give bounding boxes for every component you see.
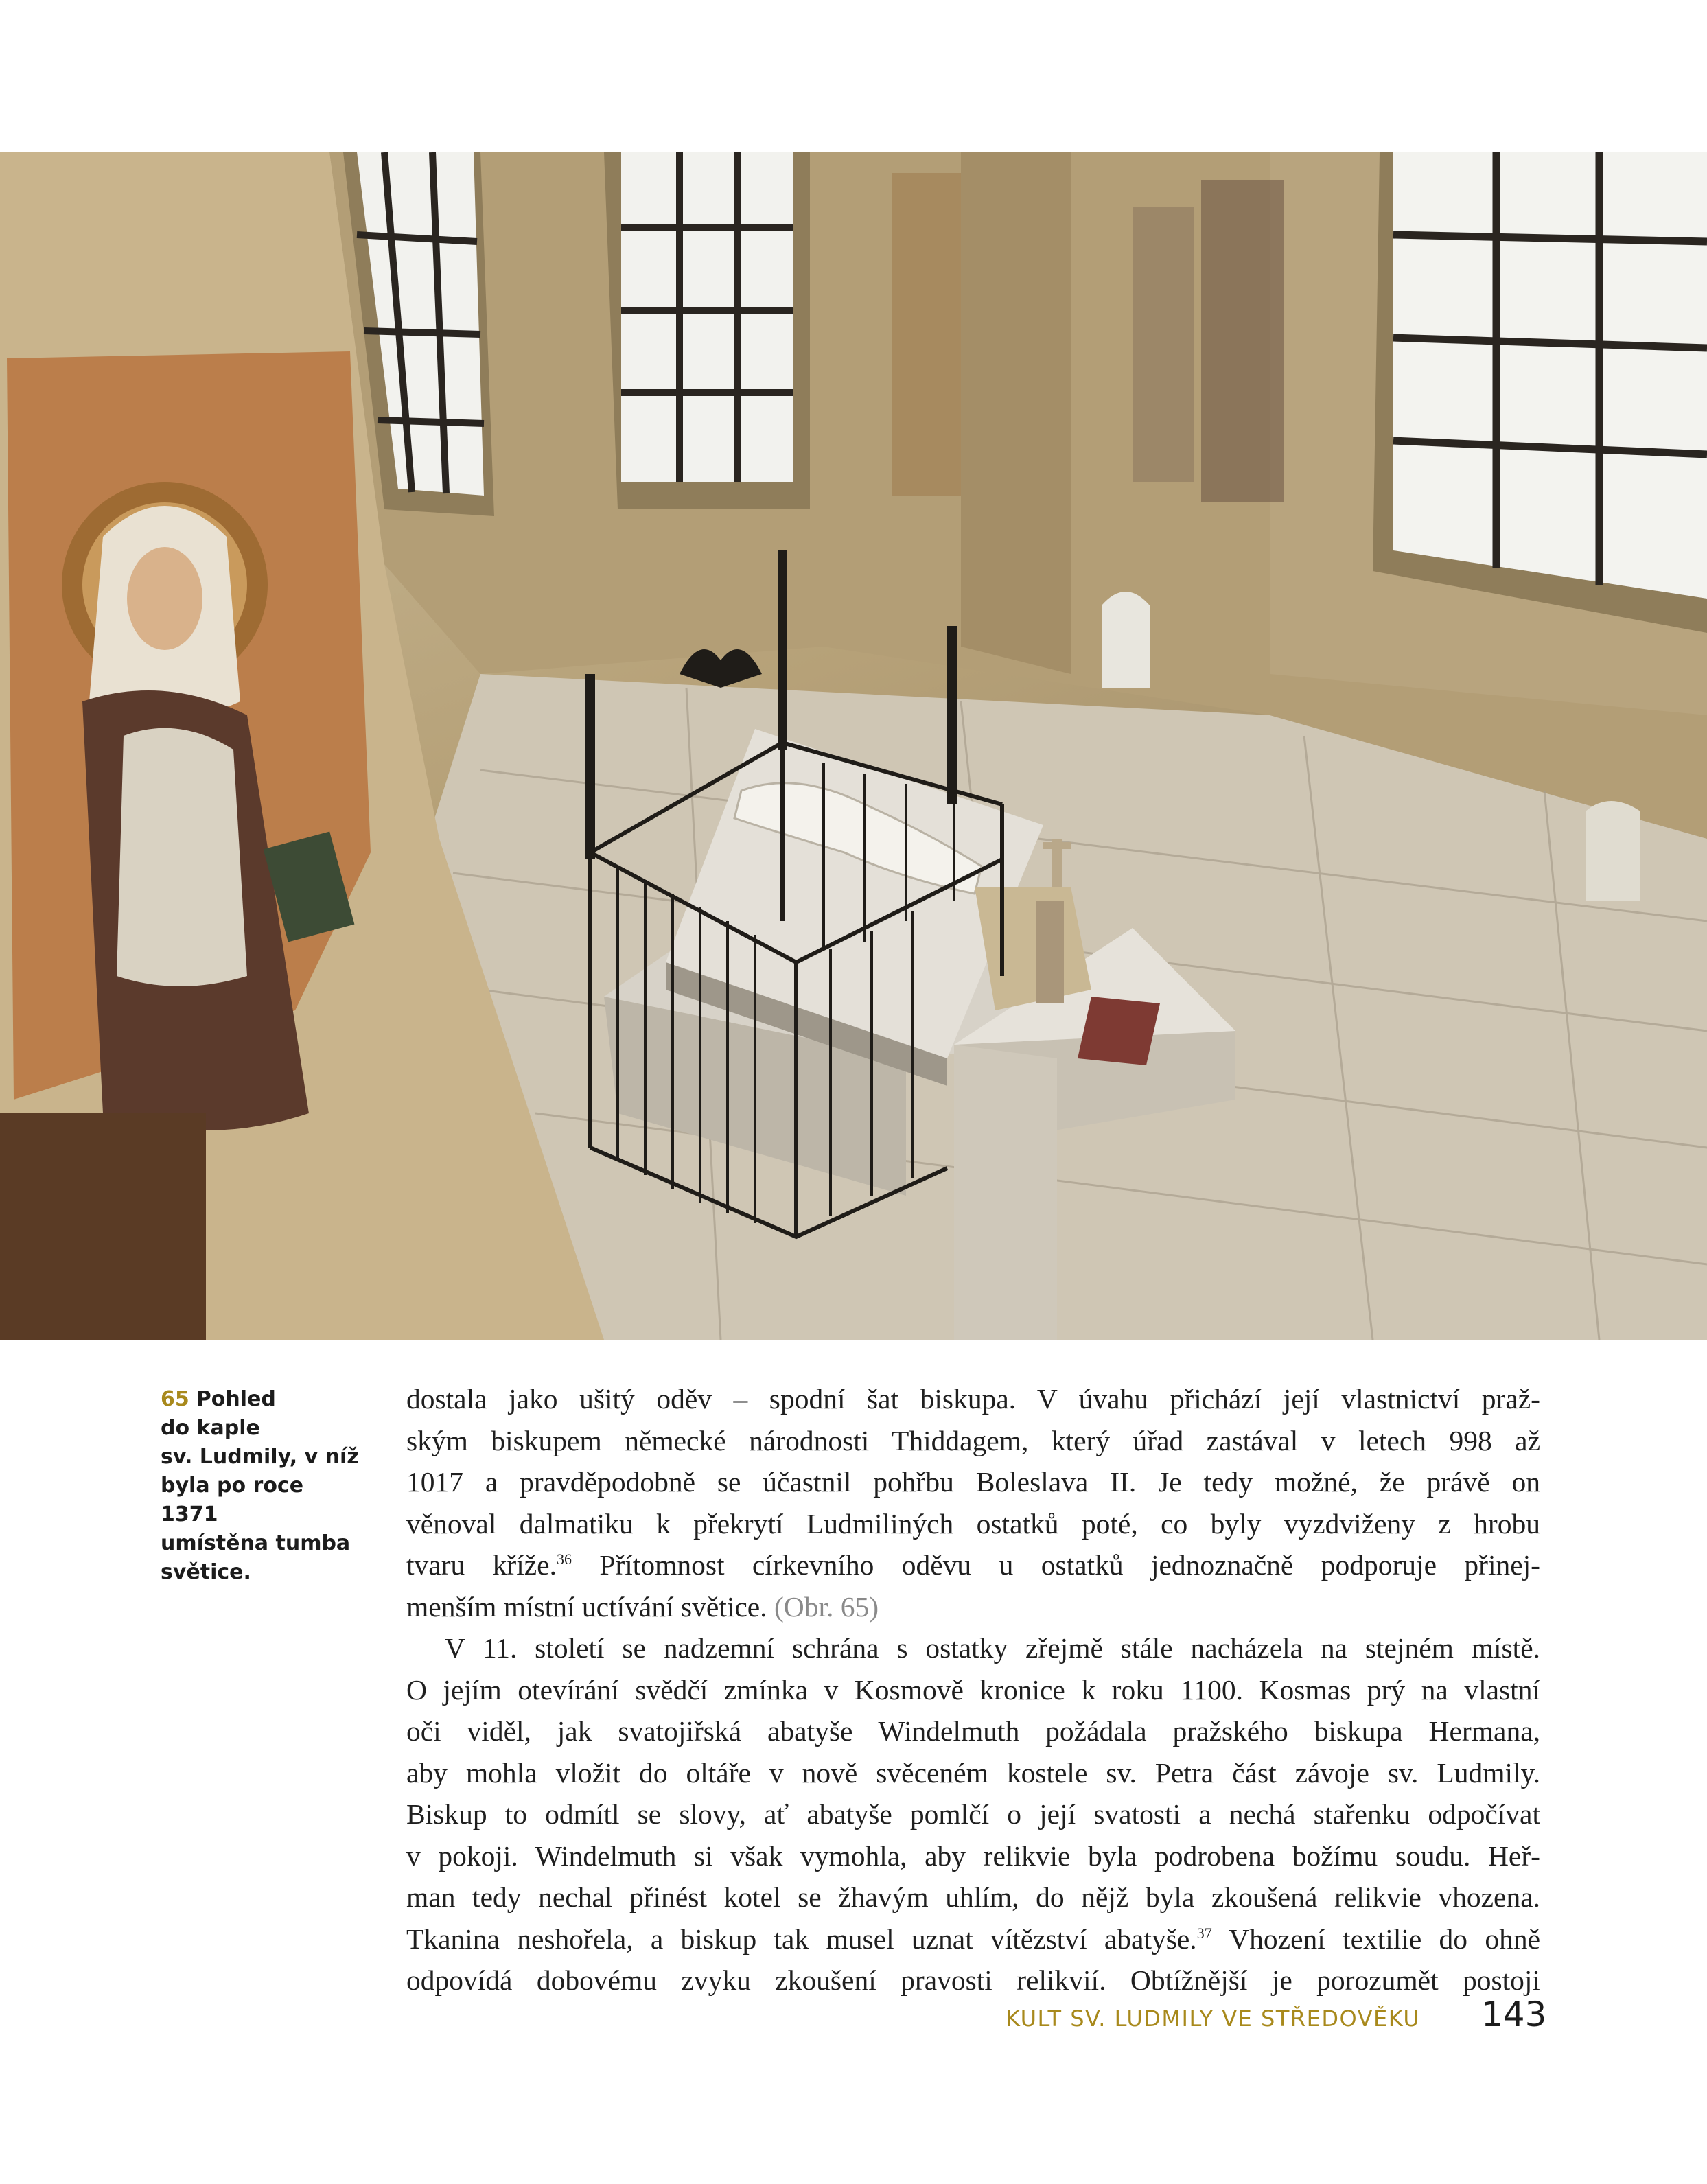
small-arched-window [1102,592,1150,688]
red-plaque [1078,997,1160,1065]
caption-line: umístěna tumba [161,1531,351,1555]
text-line: věnoval dalmatiku k překrytí Ludmiliných ostatků poté, co byly vyzdviženy z hrobu [406,1507,1540,1540]
window-right [1373,152,1707,633]
page-number: 143 [1481,1995,1547,2034]
window-center [604,152,810,509]
caption-line: do kaple [161,1416,260,1440]
text-line: ským biskupem německé národnosti Thiddagem, který úřad zastával v letech 998 až [406,1424,1540,1456]
text-line: dostala jako ušitý oděv – spodní šat biskupa. V úvahu přichází její vlastnictví praž- [406,1383,1540,1415]
text-line: 1017 a pravděpodobně se účastnil pohřbu Boleslava II. Je tedy možné, že právě on [406,1466,1540,1498]
text-line: O jejím otevírání svědčí zmínka v Kosmově kronice k roku 1100. Kosmas prý na vlastní [406,1673,1540,1706]
figure-caption [161,1385,367,1587]
running-head: KULT SV. LUDMILY VE STŘEDOVĚKU [1006,2006,1421,2032]
text-line: menším místní uctívání světice. (Obr. 65) [406,1590,879,1623]
caption-line: byla po roce 1371 [161,1474,304,1526]
text-line: V 11. století se nadzemní schrána s ostatky zřejmě stále nacházela na stejném místě. [445,1632,1540,1664]
text-line: Tkanina neshořela, a biskup tak musel uznat vítězství abatyše.$^{37}$ Vhození textilie do ohně [406,1922,1540,1955]
text-line: aby mohla vložit do oltáře v nově svěceném kostele sv. Petra část závoje sv. Ludmily. [406,1756,1540,1789]
figure-reference[interactable]: (Obr. 65) [774,1590,879,1623]
figure-number: 65 [161,1387,189,1411]
text-line: oči viděl, jak svatojiřská abatyše Windelmuth požádala pražského biskupa Hermana, [406,1715,1540,1747]
chapel-photograph [0,152,1707,1340]
footnote-marker[interactable]: 36 [556,1550,572,1568]
chapel-illustration [0,152,1707,1340]
body-text [406,1378,1540,2001]
caption-line: 65 Pohled [161,1387,276,1411]
text-line: Biskup to odmítl se slovy, ať abatyše pomlčí o její svatosti a nechá stařenku odpočívat [406,1798,1540,1830]
text-line: v pokoji. Windelmuth si však vymohla, aby relikvie byla podrobena božímu soudu. Heř- [406,1839,1540,1872]
caption-line: sv. Ludmily, v níž [161,1445,359,1469]
text-line: tvaru kříže.$^{36}$ Přítomnost církevního oděvu u ostatků jednoznačně podporuje přinej- [406,1549,1540,1581]
caption-line: světice. [161,1560,251,1584]
footnote-marker[interactable]: 37 [1196,1924,1212,1942]
text-line: man tedy nechal přinést kotel se žhavým uhlím, do nějž byla zkoušená relikvie vhozena. [406,1881,1540,1913]
text-line: odpovídá dobovému zvyku zkoušení pravosti relikvií. Obtížnější je porozumět postoji [406,1964,1540,1996]
